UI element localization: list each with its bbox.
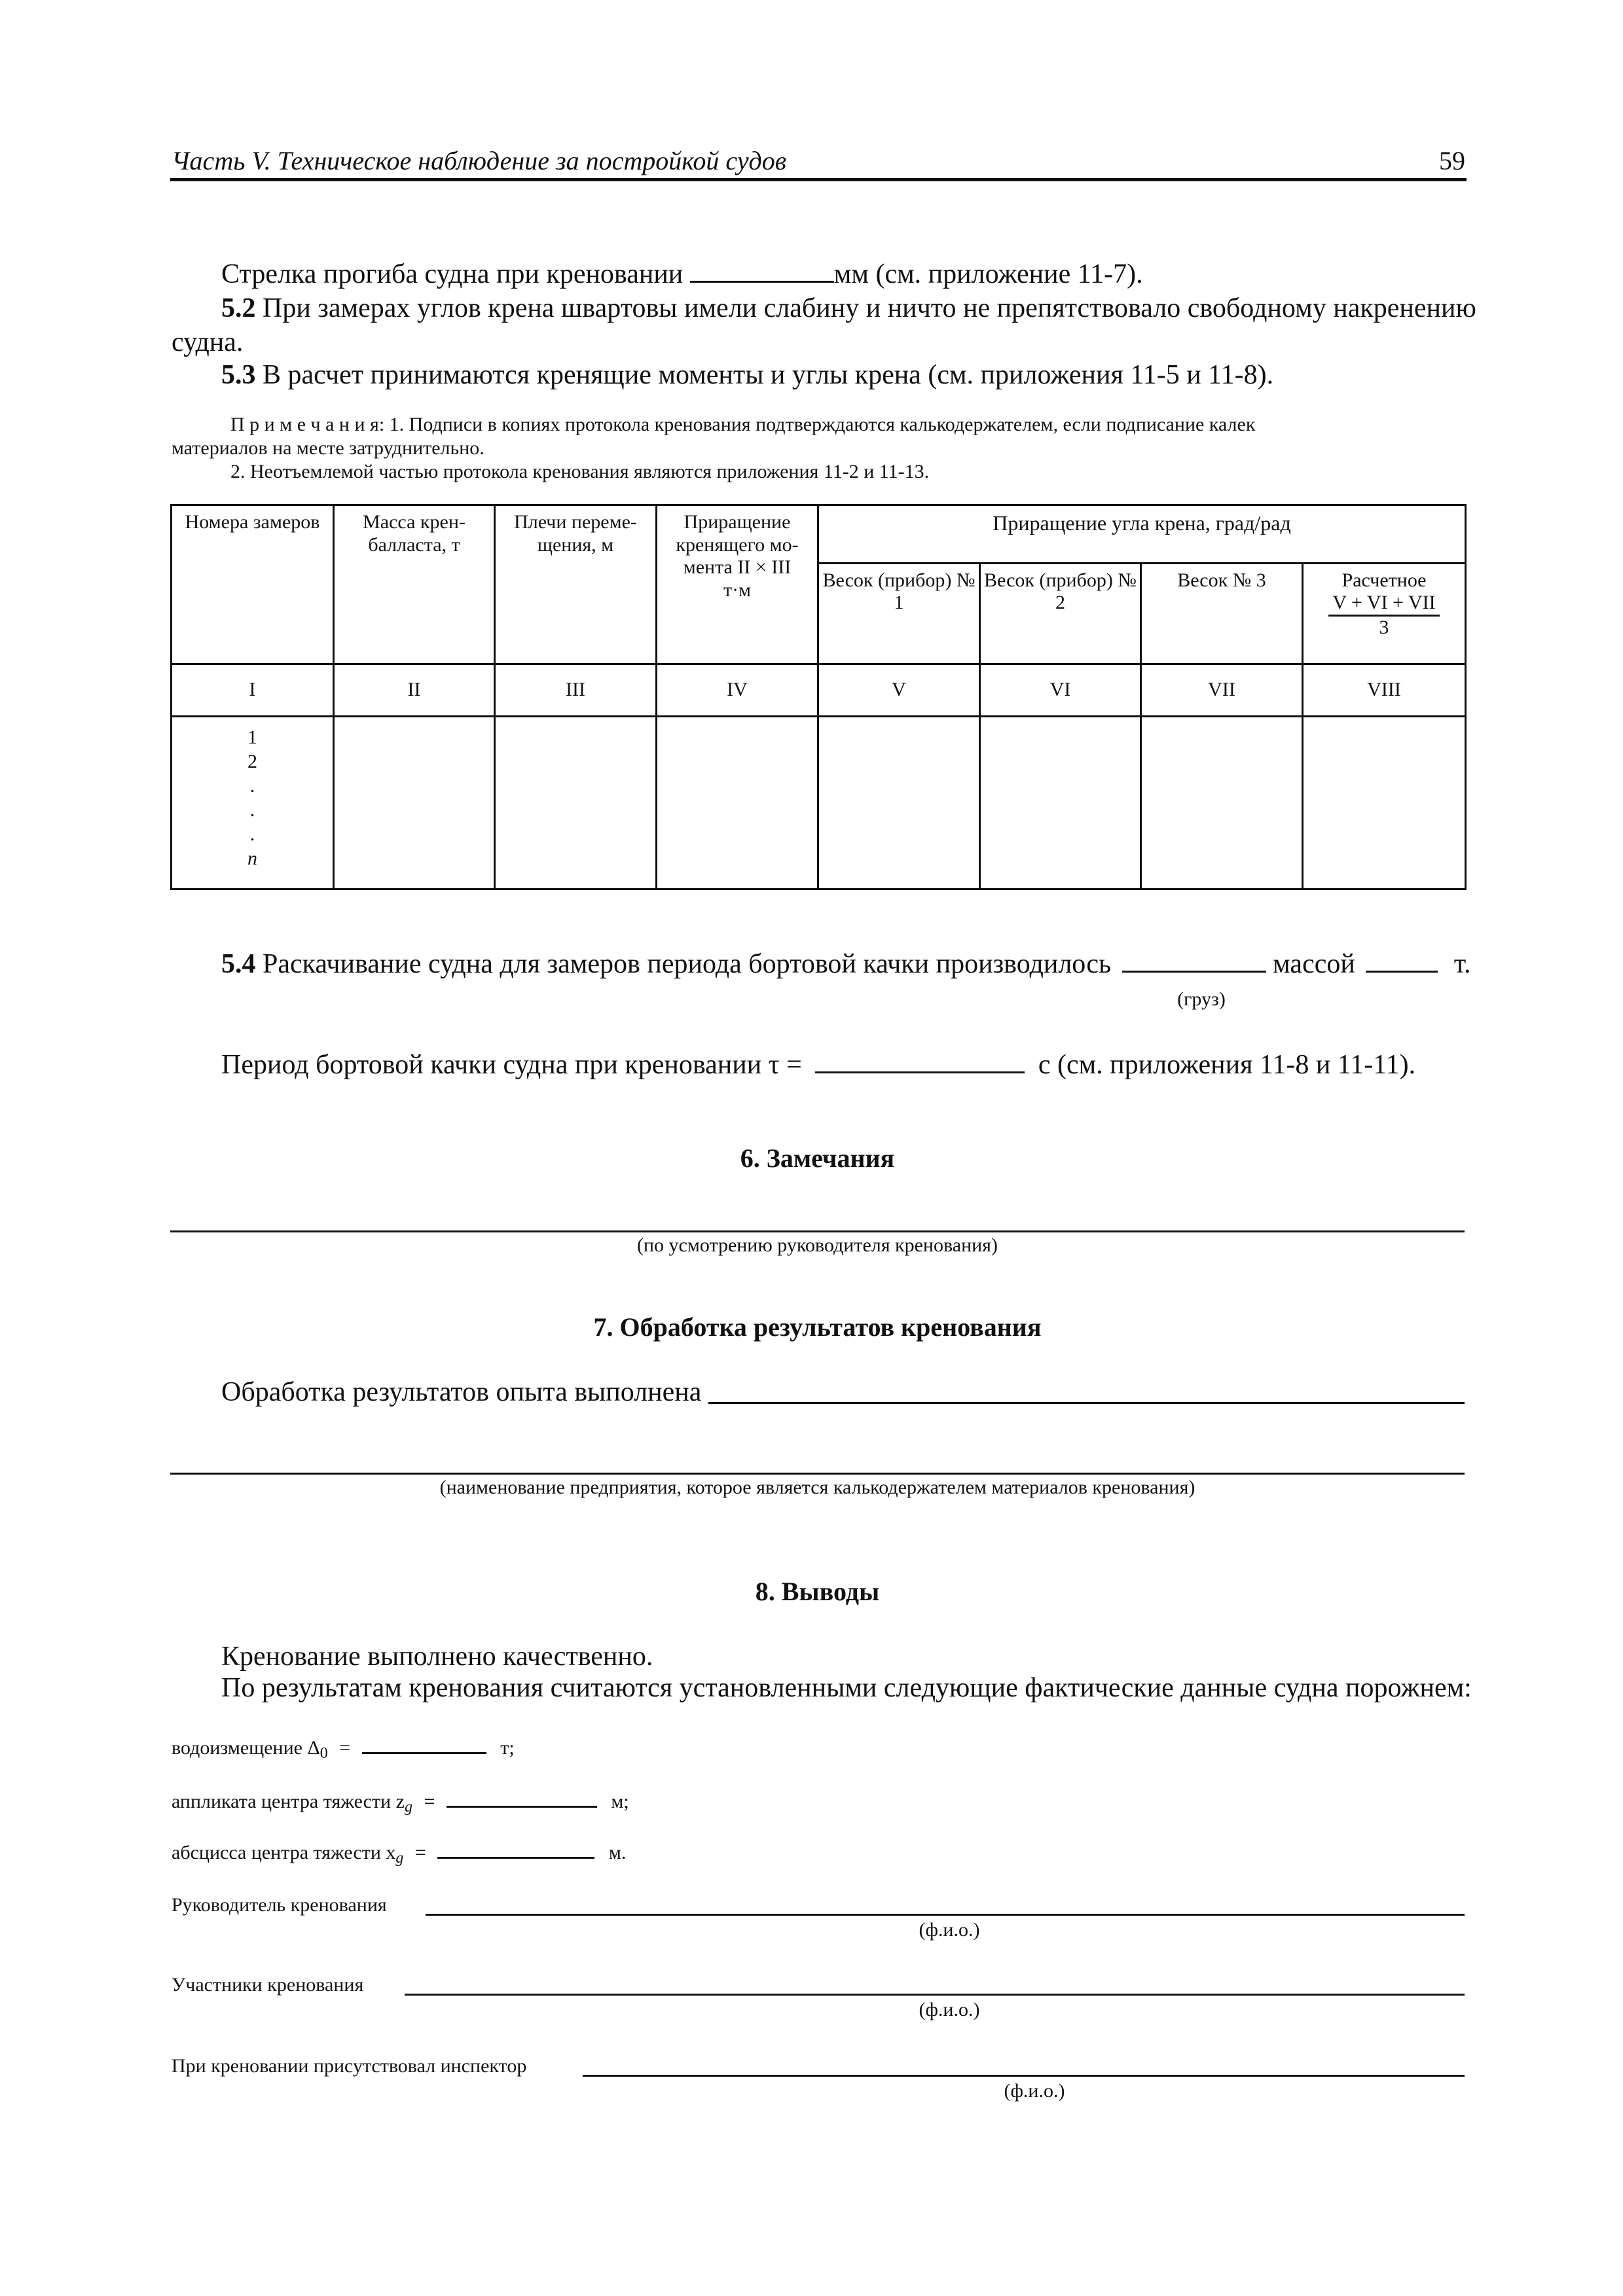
- page-number: 59: [1439, 146, 1465, 175]
- xg-row: [172, 1843, 626, 1866]
- data-cell-6[interactable]: [980, 717, 1141, 889]
- th-shift-arm: Плечи переме- щения, м: [495, 505, 657, 664]
- processing-blank[interactable]: [708, 1402, 1465, 1404]
- conclusion-line-1: Кренование выполнено качественно.: [221, 1641, 653, 1672]
- displacement-eq: =: [339, 1737, 351, 1759]
- zg-blank[interactable]: [447, 1805, 597, 1808]
- participants-fio-caption: (ф.и.о.): [919, 1999, 980, 2020]
- data-cell-3[interactable]: [495, 717, 657, 889]
- displacement-unit: т;: [500, 1737, 515, 1759]
- note-1: [230, 415, 1255, 435]
- head-label: Руководитель кренования: [172, 1894, 387, 1916]
- th-calculated-label: Расчетное: [1341, 569, 1427, 591]
- enterprise-line[interactable]: [170, 1473, 1465, 1475]
- period-line: [221, 1051, 1415, 1079]
- section-6-title: 6. Замечания: [740, 1143, 895, 1173]
- formula-numerator: V + VI + VII: [1328, 592, 1439, 617]
- zg-row: [172, 1792, 629, 1815]
- zg-eq: =: [424, 1791, 435, 1812]
- displacement-subscript: 0: [319, 1745, 328, 1762]
- para-5-4: [221, 950, 1471, 978]
- th-moment-increment: [657, 505, 818, 664]
- para-5-2-cont: судна.: [172, 327, 244, 357]
- roman-6: VI: [980, 664, 1141, 717]
- roman-8: VIII: [1303, 664, 1466, 717]
- roman-4: IV: [657, 664, 818, 717]
- displacement-row: [172, 1738, 515, 1761]
- para-5-4-number: 5.4: [221, 949, 256, 979]
- section-7-title: 7. Обработка результатов кренования: [593, 1312, 1042, 1342]
- roman-1: I: [172, 664, 334, 717]
- inspector-signature-line[interactable]: [583, 2075, 1465, 2077]
- deflection-line: [221, 260, 1143, 288]
- formula-denominator: 3: [1379, 616, 1389, 638]
- zg-unit: м;: [611, 1791, 629, 1812]
- displacement-blank[interactable]: [362, 1751, 486, 1754]
- para-5-2-number: 5.2: [221, 293, 256, 323]
- data-cell-2[interactable]: [334, 717, 495, 889]
- deflection-unit: мм (см. приложение 11-7).: [833, 259, 1143, 289]
- th-plumb-2: Весок (прибор) № 2: [980, 563, 1141, 664]
- period-blank[interactable]: [815, 1071, 1025, 1073]
- xg-blank[interactable]: [437, 1856, 594, 1859]
- inspector-label: При креновании присутствовал инспектор: [172, 2055, 527, 2077]
- para-5-3-number: 5.3: [221, 360, 256, 390]
- roman-3: III: [495, 664, 657, 717]
- th-measurement-numbers: Номера замеров: [172, 505, 334, 664]
- data-cell-4[interactable]: [657, 717, 818, 889]
- note-1-cont: материалов на месте затруднительно.: [172, 437, 484, 459]
- zg-label: аппликата центра тяжести z: [172, 1791, 405, 1812]
- calculated-formula: [1328, 592, 1439, 639]
- para-5-2: [221, 295, 1476, 322]
- th-plumb-1: Весок (прибор) № 1: [818, 563, 980, 664]
- roman-2: II: [334, 664, 495, 717]
- row-index-dot-1: .: [249, 775, 255, 797]
- remarks-caption: (по усмотрению руководителя кренования): [637, 1234, 998, 1256]
- conclusion-line-2: По результатам кренования считаются установленными следующие фактические данные судна порожнем:: [221, 1673, 1472, 1703]
- th-moment-label: Приращение кренящего мо- мента II × III: [676, 511, 799, 578]
- inspector-fio-caption: (ф.и.о.): [1004, 2080, 1065, 2102]
- th-ballast-mass: Масса крен- балласта, т: [334, 505, 495, 664]
- head-signature-line[interactable]: [426, 1914, 1465, 1916]
- data-cell-5[interactable]: [818, 717, 980, 889]
- para-5-3-text: В расчет принимаются кренящие моменты и углы крена (см. приложения 11-5 и 11-8).: [263, 360, 1274, 390]
- para-5-3: [221, 361, 1273, 389]
- mass-unit: т.: [1453, 949, 1471, 979]
- th-heel-angle-group: Приращение угла крена, град/рад: [818, 505, 1466, 564]
- data-cell-8[interactable]: [1303, 717, 1466, 889]
- row-index-dot-3: .: [249, 823, 255, 845]
- row-index-dot-2: .: [249, 799, 255, 821]
- row-index-1: 1: [247, 726, 257, 748]
- participants-signature-line[interactable]: [405, 1994, 1465, 1996]
- deflection-text: Стрелка прогиба судна при креновании: [221, 259, 684, 289]
- period-text: Период бортовой качки судна при креновании τ =: [221, 1050, 802, 1080]
- header-title: Часть V. Техническое наблюдение за постройкой судов: [172, 146, 787, 175]
- row-index-n: n: [247, 848, 257, 869]
- head-fio-caption: (ф.и.о.): [919, 1919, 980, 1941]
- para-5-2-text: При замерах углов крена швартовы имели слабину и ничто не препятствовало свободному накренению: [263, 293, 1476, 323]
- xg-subscript: g: [395, 1850, 404, 1867]
- note-1-text: 1. Подписи в копиях протокола кренования подтверждаются калькодержателем, если подписание калек: [389, 414, 1256, 435]
- xg-eq: =: [414, 1842, 426, 1863]
- remarks-line[interactable]: [170, 1230, 1465, 1232]
- th-calculated: [1303, 563, 1466, 664]
- notes-label: П р и м е ч а н и я:: [230, 414, 385, 435]
- load-caption: (груз): [1177, 988, 1226, 1010]
- measurements-table: [170, 504, 1467, 890]
- processing-label: Обработка результатов опыта выполнена: [221, 1377, 702, 1407]
- th-plumb-3: Весок № 3: [1141, 563, 1303, 664]
- participants-label: Участники кренования: [172, 1974, 364, 1996]
- mass-blank[interactable]: [1366, 970, 1438, 973]
- enterprise-caption: (наименование предприятия, которое является калькодержателем материалов кренования): [439, 1477, 1195, 1498]
- rows-index-cell: [172, 717, 334, 889]
- row-index-2: 2: [247, 751, 257, 772]
- mass-label: массой: [1273, 949, 1355, 979]
- deflection-blank[interactable]: [690, 280, 834, 283]
- roman-7: VII: [1141, 664, 1303, 717]
- displacement-label: водоизмещение Δ: [172, 1737, 320, 1759]
- para-5-4-text: Раскачивание судна для замеров периода бортовой качки производилось: [263, 949, 1112, 979]
- xg-unit: м.: [608, 1842, 627, 1863]
- section-8-title: 8. Выводы: [755, 1577, 880, 1606]
- xg-label: абсцисса центра тяжести x: [172, 1842, 396, 1863]
- th-moment-unit: т·м: [723, 579, 752, 601]
- zg-subscript: g: [404, 1799, 412, 1816]
- data-cell-7[interactable]: [1141, 717, 1303, 889]
- period-unit: с (см. приложения 11-8 и 11-11).: [1038, 1050, 1416, 1080]
- roman-5: V: [818, 664, 980, 717]
- load-blank[interactable]: [1122, 970, 1266, 973]
- note-2: 2. Неотъемлемой частью протокола кренования являются приложения 11-2 и 11-13.: [230, 461, 930, 482]
